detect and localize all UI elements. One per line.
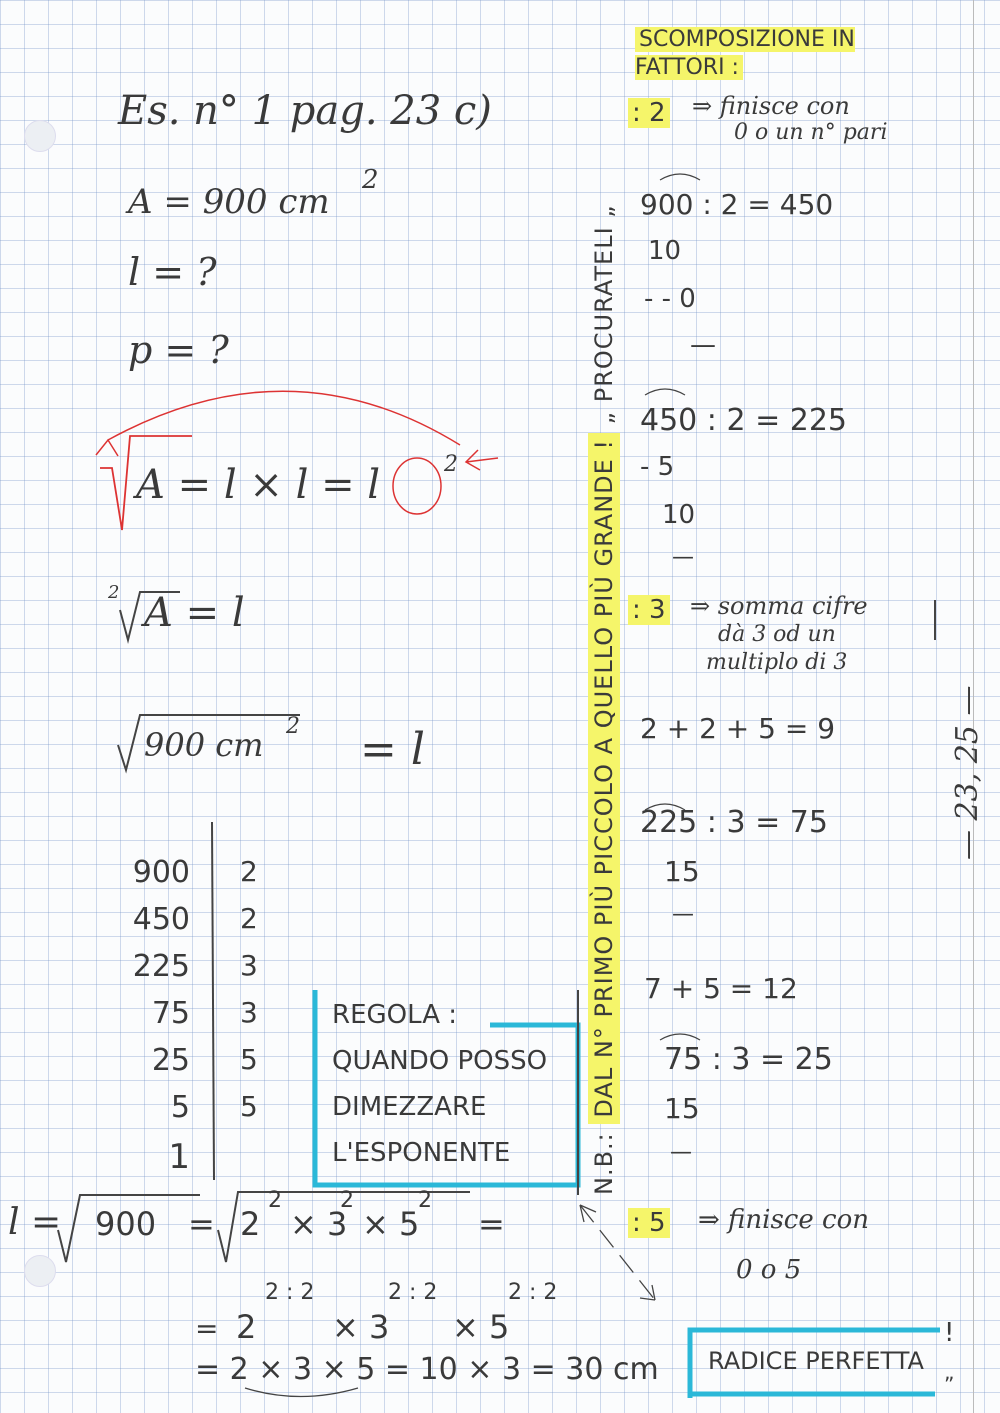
note-prefix: N.B.: [590,1132,618,1195]
remainder: 10 [648,236,682,266]
root-result: = l [360,724,425,775]
final-lhs: l = [8,1202,62,1243]
rule3-text: ⇒ somma cifre [690,592,868,620]
rule5-tag: : 5 [628,1208,670,1238]
red-circle [393,458,441,514]
halved-base: × 5 [452,1308,510,1346]
remainder-line: — [670,1140,692,1165]
halved-prefix: = [195,1312,219,1345]
divisor: 5 [240,1090,258,1123]
calc-450: 450 : 2 = 225 [640,403,847,438]
rule-line: DIMEZZARE [332,1092,487,1122]
halved-exponent: 2 : 2 [265,1280,315,1305]
calc-900: 900 : 2 = 450 [640,188,834,221]
digit-sum: 7 + 5 = 12 [644,972,798,1005]
digit-sum: 2 + 2 + 5 = 9 [640,712,836,745]
dividend: 5 [170,1090,190,1125]
remainder-line: — [672,545,694,570]
red-arc [108,391,460,445]
final-factor-exponent: 2 [340,1188,354,1213]
divisor: 2 [240,855,258,888]
given-area-exponent: 2 [362,165,379,195]
perfect-root-label: RADICE PERFETTA [708,1347,924,1375]
page-reference-note: — 23, 25 — [950,685,985,860]
rule3-text-2: dà 3 od un [718,622,836,647]
note-highlighted: DAL N° PRIMO PIÙ PICCOLO A QUELLO PIÙ GRANDE ! [588,433,620,1124]
final-equals: = [188,1205,215,1243]
remainder-line: — [690,330,716,360]
final-factor: × 5 [362,1205,420,1243]
vertical-note [590,204,618,1195]
final-factor-exponent: 2 [418,1188,432,1213]
dividend: 225 [132,949,190,984]
pairing-arc [245,1388,358,1397]
calc-225: 225 : 3 = 75 [640,805,828,840]
factor-table-divider [212,822,214,1180]
divisor: 5 [240,1043,258,1076]
dividend: 1 [168,1137,190,1177]
root-radicand: 900 cm [144,726,264,764]
remainder: - - 0 [644,284,696,314]
root-index: 2 [108,582,120,603]
section-heading: SCOMPOSIZIONE IN FATTORI : [635,27,855,80]
remainder: - 5 [640,452,675,482]
carry-arc [660,1034,700,1040]
rule5-text-2: 0 o 5 [736,1255,802,1285]
remainder-line: — [672,902,694,927]
halved-base: 2 [236,1308,257,1346]
rule-line: QUANDO POSSO [332,1046,548,1076]
remainder: 15 [664,1092,700,1125]
divisor: 2 [240,902,258,935]
halved-exponent: 2 : 2 [508,1280,558,1305]
perfect-root-box [690,1325,940,1395]
dividend: 900 [132,855,190,890]
dividend: 25 [151,1043,190,1078]
rule5-text: ⇒ finisce con [698,1205,869,1235]
unknown-perimeter: p = ? [128,328,229,372]
rule2-text: ⇒ finisce con [692,92,850,120]
perfect-root-exclaim: ! [944,1318,955,1348]
given-area: A = 900 cm [128,182,330,222]
calc-75: 75 : 3 = 25 [664,1042,833,1077]
final-radicand: 900 [95,1205,157,1243]
root-radicand-exponent: 2 [286,714,300,739]
red-arrow [466,450,498,470]
final-factor-exponent: 2 [268,1188,282,1213]
rule2-tag: : 2 [628,98,670,128]
note-suffix: „ PROCURATELI „ [590,204,618,425]
root-formula: A = l [144,590,245,636]
rule-box [312,990,576,1185]
red-arrowhead [96,440,118,456]
divisor: 3 [240,949,258,982]
remainder: 10 [662,500,696,530]
final-factor: × 3 [290,1205,348,1243]
divisor: 3 [240,996,258,1029]
carry-arc [660,174,700,180]
rule-line: REGOLA : [332,1000,457,1030]
rule-line: L'ESPONENTE [332,1138,511,1168]
rule2-text-2: 0 o un n° pari [734,120,888,145]
final-equals-tail: = [478,1205,505,1243]
unknown-side: l = ? [128,250,217,294]
rule3-text-3: multiplo di 3 [706,650,848,675]
result-line: = 2 × 3 × 5 = 10 × 3 = 30 cm [195,1352,659,1387]
halved-exponent: 2 : 2 [388,1280,438,1305]
carry-arc [645,389,685,395]
dividend: 75 [151,996,190,1031]
final-factor: 2 [240,1205,261,1243]
remainder: 15 [664,855,700,888]
area-formula-exponent: 2 [444,452,458,477]
area-formula: A = l × l = l [136,462,381,508]
halved-base: × 3 [332,1308,390,1346]
exercise-title: Es. n° 1 pag. 23 c) [118,88,492,134]
rule3-tag: : 3 [628,595,670,625]
perfect-root-quote: „ [944,1360,955,1384]
dividend: 450 [132,902,190,937]
